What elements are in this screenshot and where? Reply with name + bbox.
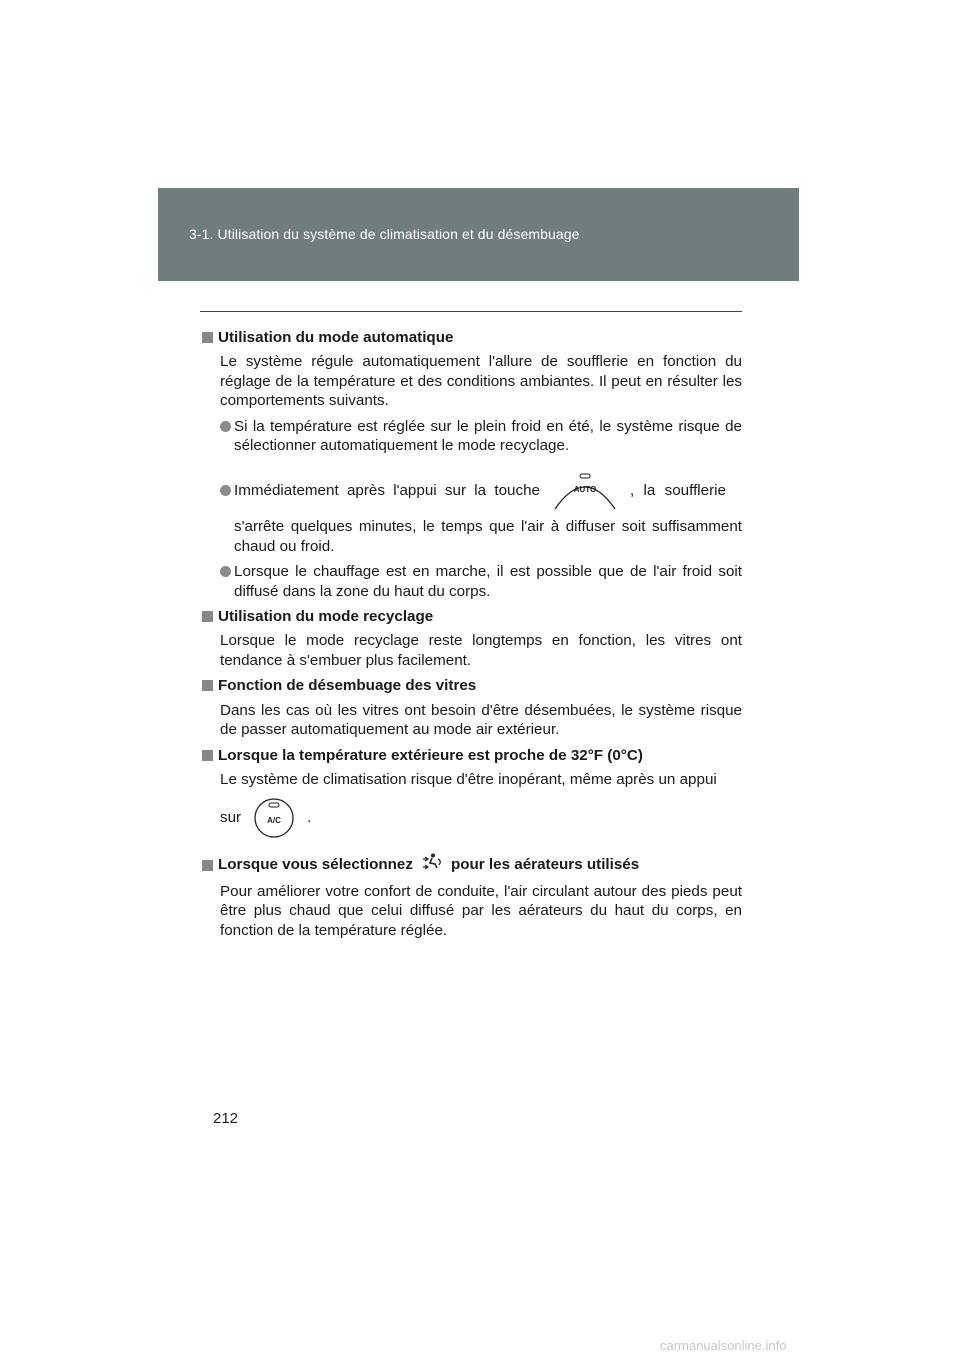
page-number: 212 — [213, 1110, 239, 1127]
auto-mode-intro: Le système régule automatiquement l'allure de soufflerie en fonction du réglage de la température et des conditions ambiantes. Il peut en résulter les comportements suivants. — [220, 353, 742, 410]
section-title-recycle-mode: Utilisation du mode recyclage — [200, 607, 742, 626]
vents-text: Pour améliorer votre confort de conduite, l'air circulant autour des pieds peut être plus chaud que celui diffusé par les aérateurs du haut du corps, en fonction de la température réglée. — [220, 882, 742, 939]
page-content — [200, 328, 742, 946]
square-bullet-icon — [202, 680, 213, 691]
auto-button-icon — [552, 469, 618, 511]
section-title-defog: Fonction de désembuage des vitres — [200, 676, 742, 695]
circle-bullet-icon — [220, 566, 231, 577]
cold-temp-sur-line: sur A/C . — [220, 797, 742, 839]
section-title-cold-temp: Lorsque la température extérieure est proche de 32°F (0°C) — [200, 746, 742, 765]
defog-text: Dans les cas où les vitres ont besoin d'être désembuées, le système risque de passer automatiquement au mode air extérieur. — [220, 701, 742, 739]
svg-text:AUTO: AUTO — [573, 485, 597, 495]
section-header: 3-1. Utilisation du système de climatisation et du désembuage — [189, 226, 580, 242]
divider — [200, 311, 742, 312]
svg-text:A/C: A/C — [267, 816, 281, 826]
recycle-mode-text: Lorsque le mode recyclage reste longtemps en fonction, les vitres ont tendance à s'embuer plus facilement. — [220, 632, 742, 669]
list-item: Immédiatement après l'appui sur la touche AUTO , la soufflerie s'arrête quelques minutes, le temps que l'air à diffuser soit suffisamment chaud ou froid. — [220, 469, 742, 556]
square-bullet-icon — [202, 860, 213, 871]
watermark: carmanualsonline.info — [660, 1338, 787, 1353]
section-title-auto-mode: Utilisation du mode automatique — [200, 328, 742, 347]
square-bullet-icon — [202, 332, 213, 343]
foot-face-vent-icon — [421, 853, 443, 876]
header-band — [158, 188, 799, 281]
list-item: Lorsque le chauffage est en marche, il est possible que de l'air froid soit diffusé dans la zone du haut du corps. — [220, 562, 742, 601]
circle-bullet-icon — [220, 485, 231, 496]
circle-bullet-icon — [220, 421, 231, 432]
section-title-vents: Lorsque vous sélectionnez pour les aérateurs utilisés — [200, 853, 742, 876]
square-bullet-icon — [202, 750, 213, 761]
cold-temp-text: Le système de climatisation risque d'être inopérant, même après un appui — [220, 770, 717, 788]
square-bullet-icon — [202, 611, 213, 622]
list-item: Si la température est réglée sur le plein froid en été, le système risque de sélectionner automatiquement le mode recyclage. — [220, 417, 742, 456]
ac-button-icon — [253, 797, 295, 839]
